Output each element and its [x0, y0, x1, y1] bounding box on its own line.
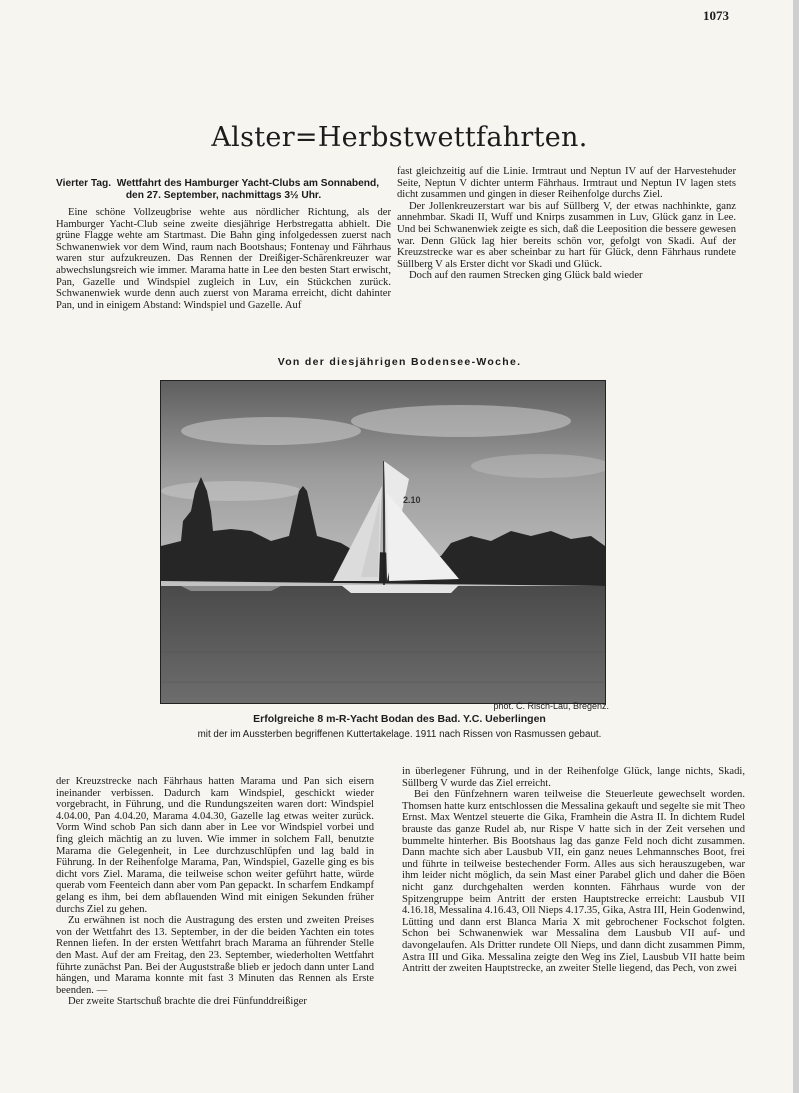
paragraph: der Kreuzstrecke nach Fährhaus hatten Marama und Pan sich eisern ineinander verbissen. Dadurch kam Windspiel, geschickt wieder vorgebracht, in Führung, und die Rundungszeiten waren dort: Windspiel 4.04.00, Pan 4.04.20, Marama 4.04.30, Gazelle lag etwas weiter zurück. Vorm Wind schob Pan sich dann aber in Lee vor Windspiel vorbei und fing gleich mächtig an zu luven. Wie immer in solchem Fall, benutzte Marama die Gelegenheit, in Lee durchzuschlüpfen und lag bald in Führung. In der Reihenfolge Marama, Pan, Windspiel, Gazelle ging es bis dicht vors Ziel. Marama, die teilweise schon weiter geführt hatte, würde querab vom Feenteich dann aber vom Pan gepackt. In scharfem Endkampf gelang es ihm, bei dem abflauenden Wind mit einigen Sekunden früher durchs Ziel zu gehen. — [56, 776, 374, 915]
photo-illustration — [161, 381, 605, 703]
article-title: Alster=Herbstwettfahrten. — [211, 122, 588, 153]
ripple — [161, 681, 605, 683]
paragraph: fast gleichzeitig auf die Linie. Irmtraut und Neptun IV auf der Harvestehuder Seite, Neptun V dichter unterm Fährhaus. Irmtraut und Neptun IV lagen stets dicht zusammen und gingen in dieser Reihenfolge durchs Ziel. — [397, 166, 736, 201]
paragraph: Der Jollenkreuzerstart war bis auf Süllberg V, der etwas nachhinkte, ganz annehmbar. Skadi II, Wuff und Knirps zusammen in Luv, Glück ganz in Lee. Und bei Schwanenwiek zeigte es sich, daß die Leeposition die bessere gewesen war. Denn Glück lag hier bereits schön vor, gefolgt von Skadi. Auf der Kreuzstrecke war es aber scheinbar zu hart für Glück, denn Fährhaus rundete Süllberg V als Erster dicht vor Skadi und Glück. — [397, 200, 736, 270]
lede-text: Wettfahrt des Hamburger Yacht-Clubs am Sonnabend, — [116, 178, 380, 189]
figure-subcaption: mit der im Aussterben begriffenen Kuttertakelage. 1911 nach Rissen von Rasmussen gebaut. — [197, 729, 602, 740]
yacht-photograph — [160, 380, 606, 704]
column-bottom-right — [402, 766, 745, 975]
lake-water — [161, 586, 605, 703]
lede-tail: den 27. September, nachmittags 3½ Uhr. — [125, 189, 322, 201]
cloud — [181, 417, 361, 445]
cloud — [351, 405, 571, 437]
lede-label: Vierter Tag. — [56, 178, 112, 189]
paragraph: in überlegener Führung, und in der Reihenfolge Glück, lange nichts, Skadi, Süllberg V wurde das Ziel erreicht. — [402, 766, 745, 789]
column-top-left — [56, 178, 391, 311]
photo-credit: phot. C. Risch-Lau, Bregenz. — [493, 701, 609, 711]
cloud — [471, 454, 605, 478]
figure-heading: Von der diesjährigen Bodensee-Woche. — [277, 356, 522, 368]
page-edge-shadow — [793, 0, 799, 1093]
ripple — [161, 651, 605, 653]
paragraph: Der zweite Startschuß brachte die drei Fünfunddreißiger — [68, 996, 307, 1008]
ripple — [161, 621, 605, 623]
sail-number: 2.10 — [403, 495, 421, 505]
column-top-right — [397, 166, 736, 282]
yacht-hull — [341, 585, 459, 593]
paragraph: Doch auf den raumen Strecken ging Glück bald wieder — [409, 270, 643, 282]
lede — [56, 178, 391, 201]
paragraph: Eine schöne Vollzeugbrise wehte aus nördlicher Richtung, als der Hamburger Yacht-Club seine zweite diesjährige Herbstregatta abhielt. Die grüne Flagge wehte am Startmast. Die Bahn ging infolgedessen zuerst nach Schwanenwiek vor dem Wind, raum nach Bootshaus; Fontenay und Fährhaus waren stur aufzukreuzen. Das Rennen der Dreißiger-Schärenkreuzer war abwechslungsreich wie immer. Marama hatte in Lee den besten Start erwischt, Pan, Gazelle und Windspiel zugleich in Luv, ein Stückchen zurück. Schwanenwiek wurde denn auch zuerst von Marama erreicht, dicht dahinter Pan, und in einigem Abstand: Windspiel und Gazelle. Auf — [56, 207, 391, 311]
paragraph: Zu erwähnen ist noch die Austragung des ersten und zweiten Preises von der Wettfahrt des 13. September, in der die beiden Yachten ein totes Rennen liefen. In der ersten Wettfahrt brach Marama an führender Stelle den Mast. Auf der am Freitag, den 23. September, wiederholten Wettfahrt führte zunächst Pan. Bei der Auguststraße blieb er jedoch dann unter Land hängen, und Marama konnte mit fast 3 Minuten das Rennen als Erste beenden. — — [56, 915, 374, 996]
figure-caption: Erfolgreiche 8 m-R-Yacht Bodan des Bad. Y.C. Ueberlingen — [253, 713, 546, 725]
cloud — [161, 481, 301, 501]
page-number: 1073 — [703, 8, 729, 23]
harbour-wall — [181, 586, 281, 591]
column-bottom-left — [56, 776, 374, 1008]
paragraph: Bei den Fünfzehnern waren teilweise die Steuerleute gewechselt worden. Thomsen hatte kurz entschlossen die Messalina gekauft und segelte sie mit Theo Ernst. Max Wentzel steuerte die Gika, Framhein die Astra II. In dichtem Rudel brauste das ganze Rudel ab, nur Rispe V hatte sich in der Zeit versehen und bummelte hinterher. Bis Bootshaus lag das ganze Feld noch dicht zusammen. Dann machte sich aber Lausbub VII, ein ganz neues Lehmannsches Boot, frei und führte in teilweise bestechender Form. Alles aus sich herauszugeben, war ihm leider nicht möglich, da sein Mast einer Parabel glich und daher die Böen nicht ganz durchgehalten werden konnten. Fährhaus wurde von der Spitzengruppe beim Antritt der ersten Hauptstrecke erreicht: Lausbub VII 4.16.18, Messalina 4.16.43, Oll Nieps 4.17.35, Gika, Astra III, Hein Godenwind, Lütting und dann erst Blanca Maria X mit gebrochener Fockschot folgten. Schon bei Schwanenwiek war Messalina dem Lausbub VII auf- und davongelaufen. Als Dritter rundete Oll Nieps, und dann dicht zusammen Pimm, Astra III und Gika. Messalina zeigte den Weg ins Ziel, Lausbub VII hatte beim Antritt der zweiten Hauptstrecke, an zweiter Stelle liegend, das Pech, von zwei — [402, 789, 745, 975]
